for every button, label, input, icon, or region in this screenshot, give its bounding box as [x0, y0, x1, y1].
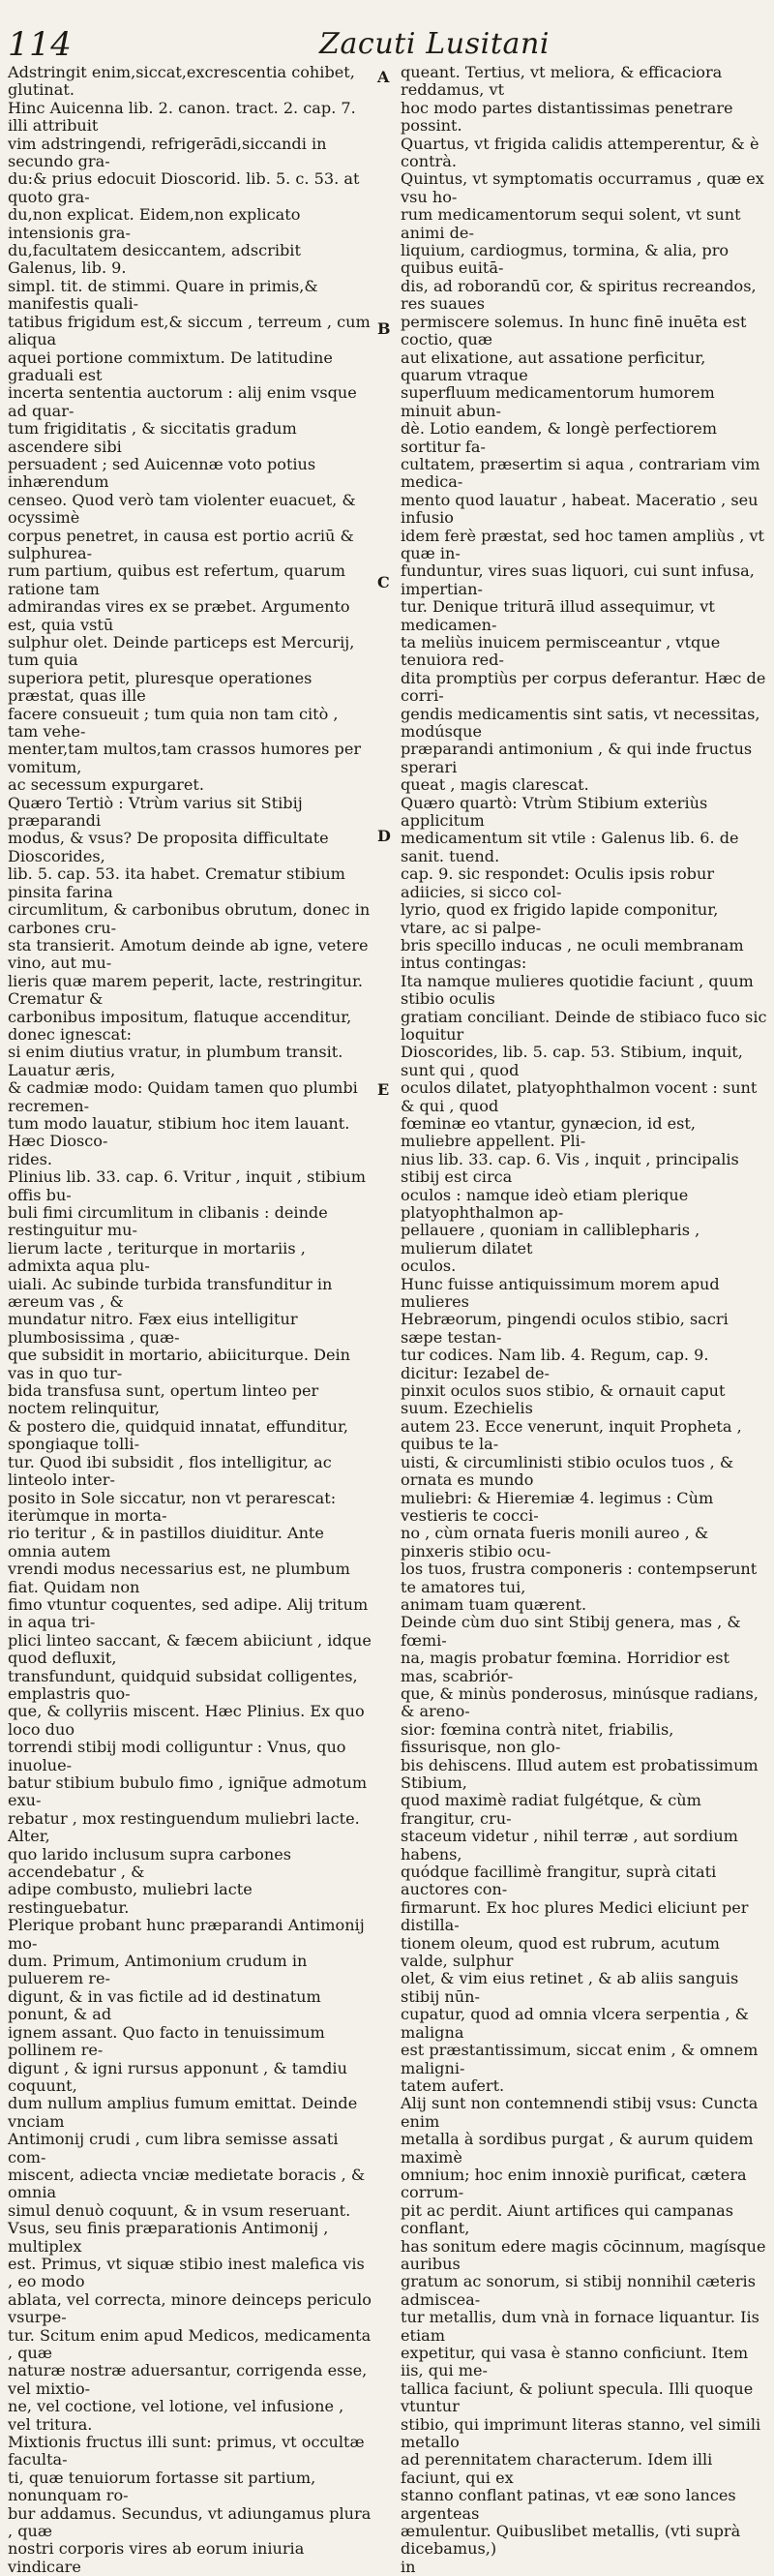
paragraph: Plerique probant hunc præparandi Antimonij mo- dum. Primum, Antimonium crudum in puluerem re- digunt, & in vas fictile ad id destinatum ponunt, & ad ignem assant. Quo facto in tenuissimum pollinem re- digunt , & igni rursus apponunt , & tamdiu coquunt, dum nullum amplius fumum emittat. Deinde vnciam Antimonij crudi , cum libra semisse assati com- miscent, adiecta vnciæ medietate boracis , & omnia simul denuò coquunt, & in vsum reseruant.	[8, 1916, 366, 2220]
paragraph: Hunc fuisse antiquissimum morem apud mulieres Hebræorum, pingendi oculos stibio, sacri sæpe testan- tur codices. Nam lib. 4. Regum, cap. 9. dicitur: Iezabel de- pinxit oculos suos stibio, & ornauit caput suum. Ezechielis autem 23. Ecce venerunt, inquit Propheta , quibus te la- uisti, & circumlinisti stibio oculos tuos , & ornata es mundo muliebri: & Hieremiæ 4. legimus : Cùm vestieris te cocci- no , cùm ornata fueris monili aureo , & pinxeris stibio ocu- los tuos, frustra componeris : contempserunt te amatores tui, animam tuam quærent.	[401, 1274, 758, 1614]
page-header	[0, 0, 774, 64]
paragraph: Quæro Tertiò : Vtrùm varius sit Stibij præparandi modus, & vsus? De proposita difficultate Dioscorides, lib. 5. cap. 53. ita habet. Crematur stibium pinsita farina circumlitum, & carbonibus obrutum, donec in carbones cru- sta transierit. Amotum deinde ab igne, vetere vino, aut mu- lieris quæ marem peperit, lacte, restringitur. Crematur & carbonibus impositum, flatuque accenditur, donec ignescat: si enim diutius vratur, in plumbum transit. Lauatur æris, & cadmiæ modo: Quidam tamen quo plumbi recremen- tum modo lauatur, stibium hoc item lauant. Hæc Diosco- rides.	[8, 793, 371, 1168]
paragraph: queant. Tertius, vt meliora, & efficaciora reddamus, vt hoc modo partes distantissimas penetrare possint. Quartus, vt frigida calidis attemperentur, & è contrà. Quintus, vt symptomatis occurramus , quæ ex vsu ho- rum medicamentorum sequi solent, vt sunt animi de- liquium, cardiogmus, tormina, & alia, pro quibus euitā- dis, ad roborandū cor, & spiritus recreandos, res suaues permiscere solemus. In hunc finē inuēta est coctio, quæ aut elixatione, aut assatione perficitur, quarum vtraque superfluum medicamentorum humorem minuit abun- dè. Lotio eandem, & longè perfectiorem sortitur fa- cultatem, præsertim si aqua , contrariam vim medica- mento quod lauatur , habeat. Maceratio , seu infusio idem ferè præstat, sed hoc tamen ampliùs , vt quæ in- funduntur, vires suas liquori, cui sunt infusa, impertian- tur. Denique triturā illud assequimur, vt medicamen- ta meliùs inuicem permisceantur , vtque tenuiora red- dita promptiùs per corpus deferantur. Hæc de corri- gendis medicamentis sint satis, vt necessitas, modúsque præparandi antimonium , & qui inde fructus sperari queat , magis clarescat.	[401, 63, 766, 795]
page-number: 114	[8, 25, 73, 64]
paragraph: Alij sunt non contemnendi stibij vsus: Cuncta enim metalla à sordibus purgat , & aurum quidem maximè omnium; hoc enim innoxiè purificat, cætera corrum- pit ac perdit. Aiunt artifices qui campanas conflant, has sonitum edere magis cōcinnum, magísque auribus gratum ac sonorum, si stibij nonnihil cæteris admiscea- tur metallis, dum vnà in fornace liquantur. Iis etiam expetitur, qui vasa è stanno conficiunt. Item iis, qui me- tallica faciunt, & poliunt specula. Illi quoque vtuntur stibio, qui imprimunt literas stanno, vel simili metallo ad perennitatem characterum. Idem illi faciunt, qui ex stanno conflant patinas, vt eæ sono lances argenteas æmulentur. Quibuslibet metallis, (vti suprà dicebamus,) in	[401, 2094, 766, 2576]
margin-letter-a: A	[377, 68, 390, 86]
left-column	[8, 63, 372, 2576]
margin-letter-d: D	[377, 827, 391, 845]
paragraph: Vsus, seu finis præparationis Antimonij , multiplex est. Primus, vt siquæ stibio inest malefica vis , eo modo ablata, vel correcta, minore deinceps periculo vsurpe- tur. Scitum enim apud Medicos, medicamenta , quæ naturæ nostræ aduersantur, corrigenda esse, vel mixtio- ne, vel coctione, vel lotione, vel infusione , vel tritura. Mixtionis fructus illi sunt: primus, vt occultæ faculta- ti, quæ tenuiorum fortasse sit partium, nonunquam ro- bur addamus. Secundus, vt adiungamus plura , quæ nostri corporis vires ab eorum iniuria vindicare	[8, 2219, 372, 2576]
margin-letter-b: B	[377, 319, 391, 338]
paragraph: Deinde cùm duo sint Stibij genera, mas , & fœmi- na, magis probatur fœmina. Horridior est mas, scabriór- que, & minùs ponderosus, minúsque radians, & areno- sior: fœmina contrà nitet, friabilis, fissurisque, non glo- bis dehiscens. Illud autem est probatissimum Stibium, quod maximè radiat fulgétque, & cùm frangitur, cru- staceum videtur , nihil terræ , aut sordium habens, quódque facillimè frangitur, suprà citati auctores con- firmarunt. Ex hoc plures Medici eliciunt per distilla- tionem oleum, quod est rubrum, acutum valde, sulphur olet, & vim eius retinet , & ab aliis sanguis stibij nūn- cupatur, quod ad omnia vlcera serpentia , & maligna est præstantissimum, siccat enim , & omnem maligni- tatem aufert.	[401, 1613, 759, 2095]
running-title: Zacuti Lusitani	[319, 27, 551, 61]
paragraph: Plinius lib. 33. cap. 6. Vritur , inquit , stibium offis bu- buli fimi circumlitum in clibanis : deinde restinguitur mu- lierum lacte , teriturque in mortariis , admixta aqua plu- uiali. Ac subinde turbida transfunditur in æreum vas , & mundatur nitro. Fæx eius intelligitur plumbosissima , quæ- que subsidit in mortario, abiiciturque. Dein vas in quo tur- bida transfusa sunt, opertum linteo per noctem relinquitur, & postero die, quidquid innatat, effunditur, spongiaque tolli- tur. Quod ibi subsidit , flos intelligitur, ac linteolo inter- posito in Sole siccatur, non vt perarescat: iterùmque in morta- rio teritur , & in pastillos diuiditur. Ante omnia autem vrendi modus necessarius est, ne plumbum fiat. Quidam non fimo vtuntur coquentes, sed adipe. Alij tritum in aqua tri- plici linteo saccant, & fæcem abiiciunt , idque quod defluxit, transfundunt, quidquid subsidat colligentes, emplastris quo- que, & collyriis miscent. Hæc Plinius. Ex quo loco duo torrendi stibij modi colliguntur : Vnus, quo inuolue- batur stibium bubulo fimo , igniq̄ue admotum exu- rebatur , mox restinguendum muliebri lacte. Alter, quo larido inclusum supra carbones accendebatur , & adipe combusto, muliebri lacte restinguebatur.	[8, 1167, 372, 1917]
margin-letter-e: E	[377, 1080, 390, 1099]
paragraph: Quæro quartò: Vtrùm Stibium exteriùs applicitum medicamentum sit vtile : Galenus lib. 6. de sanit. tuend. cap. 9. sic respondet: Oculis ipsis robur adiicies, si sicco col- lyrio, quod ex frigido lapide componitur, vtare, ac si palpe- bris specillo inducas , ne oculi membranam intus contingas: Ita namque mulieres quotidie faciunt , quum stibio oculis gratiam conciliant. Deinde de stibiaco fuco sic loquitur Dioscorides, lib. 5. cap. 53. Stibium, inquit, sunt qui , quod oculos dilatet, platyophthalmon vocent : sunt & qui , quod fœminæ eo vtantur, gynæcion, id est, muliebre appellent. Pli- nius lib. 33. cap. 6. Vis , inquit , principalis stibij est circa oculos : namque ideò etiam plerique platyophthalmon ap- pellauere , quoniam in calliblepharis , mulierum dilatet oculos.	[401, 793, 767, 1276]
right-column	[401, 63, 768, 2576]
margin-section-letters	[372, 64, 399, 1380]
paragraph: Adstringit enim,siccat,excrescentia cohibet, glutinat. Hinc Auicenna lib. 2. canon. tract. 2. cap. 7. illi attribuit vim adstringendi, refrigerādi,siccandi in secundo gra- du:& prius edocuit Dioscorid. lib. 5. c. 53. at quoto gra- du,non explicat. Eidem,non explicato intensionis gra- du,facultatem desiccantem, adscribit Galenus, lib. 9. simpl. tit. de stimmi. Quare in primis,& manifestis quali- tatibus frigidum est,& siccum , terreum , cum aliqua aquei portione commixtum. De latitudine graduali est incerta sententia auctorum : alij enim vsque ad quar- tum frigiditatis , & siccitatis gradum ascendere sibi persuadent ; sed Auicennæ voto potius inhærendum censeo. Quod verò tam violenter euacuet, & ocyssimè corpus penetret, in causa est portio acriū & sulphurea- rum partium, quibus est refertum, quarum ratione tam admirandas vires ex se præbet. Argumento est, quia vstū sulphur olet. Deinde particeps est Mercurij, tum quia superiora petit, pluresque operationes præstat, quas ille facere consueuit ; tum quia non tam citò , tam vehe- menter,tam multos,tam crassos humores per vomitum, ac secessum expurgaret.	[8, 63, 371, 795]
margin-letter-c: C	[377, 573, 390, 591]
